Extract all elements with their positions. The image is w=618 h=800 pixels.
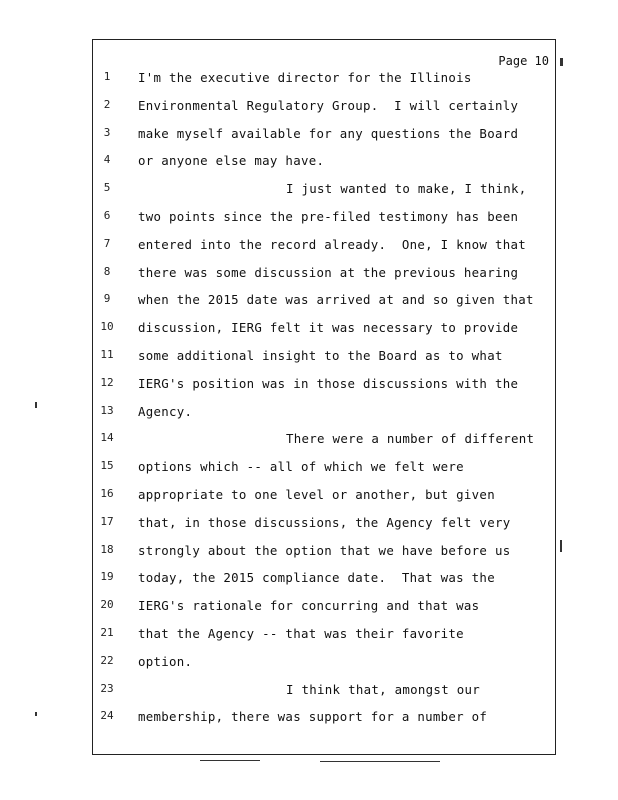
line-number: 16 xyxy=(100,487,114,500)
line-text: I'm the executive director for the Illinois xyxy=(138,70,472,85)
line-number: 22 xyxy=(100,653,114,667)
transcript-line xyxy=(93,126,553,146)
transcript-line xyxy=(93,459,553,479)
line-number: 3 xyxy=(103,125,111,139)
line-number: 4 xyxy=(103,153,111,167)
transcript-line xyxy=(93,348,553,368)
line-text: discussion, IERG felt it was necessary to provide xyxy=(138,320,519,336)
line-number: 13 xyxy=(100,403,114,417)
transcript-line xyxy=(93,709,553,729)
scan-speck xyxy=(35,712,37,716)
line-number: 17 xyxy=(100,514,114,528)
transcript-line xyxy=(93,376,553,396)
line-text: options which -- all of which we felt were xyxy=(138,459,464,475)
line-number: 23 xyxy=(100,681,114,695)
line-text: two points since the pre-filed testimony has been xyxy=(138,209,519,224)
line-number: 14 xyxy=(100,431,114,445)
line-number: 12 xyxy=(100,375,114,389)
transcript-line xyxy=(93,98,553,118)
transcript-line xyxy=(93,70,553,90)
line-text: option. xyxy=(138,653,193,669)
line-number: 5 xyxy=(103,181,111,195)
line-text: Environmental Regulatory Group. I will certainly xyxy=(138,97,519,113)
line-number: 21 xyxy=(100,626,114,639)
transcript-line xyxy=(93,487,553,507)
line-number: 9 xyxy=(103,292,111,306)
line-text: I just wanted to make, I think, xyxy=(286,181,527,197)
transcript-line xyxy=(93,682,553,702)
transcript-line xyxy=(93,626,553,646)
transcript-line xyxy=(93,404,553,424)
transcript-line xyxy=(93,431,553,451)
line-number: 6 xyxy=(103,209,111,222)
line-number: 19 xyxy=(100,570,114,584)
page-number: Page 10 xyxy=(498,54,549,68)
transcript-line xyxy=(93,515,553,535)
scan-speck xyxy=(560,540,562,552)
line-number: 15 xyxy=(100,459,114,473)
line-text: make myself available for any questions the Board xyxy=(138,125,519,141)
transcript-line xyxy=(93,320,553,340)
scan-speck xyxy=(320,761,440,762)
line-number: 2 xyxy=(103,97,111,111)
line-text: membership, there was support for a number of xyxy=(138,709,488,725)
transcript-line xyxy=(93,265,553,285)
line-number: 10 xyxy=(100,320,114,334)
line-text: there was some discussion at the previous hearing xyxy=(138,264,519,280)
line-number: 20 xyxy=(100,598,114,612)
line-text: I think that, amongst our xyxy=(286,681,480,697)
transcript-line xyxy=(93,153,553,173)
scan-speck xyxy=(35,402,37,408)
transcript-line xyxy=(93,292,553,312)
transcript-line xyxy=(93,570,553,590)
transcript-page xyxy=(92,39,556,755)
line-text: or anyone else may have. xyxy=(138,153,325,169)
transcript-line xyxy=(93,598,553,618)
line-text: There were a number of different xyxy=(286,431,535,447)
transcript-line xyxy=(93,654,553,674)
line-text: today, the 2015 compliance date. That was the xyxy=(138,570,495,586)
line-text: entered into the record already. One, I know that xyxy=(138,236,526,252)
line-text: IERG's rationale for concurring and that was xyxy=(138,598,480,614)
line-text: some additional insight to the Board as to what xyxy=(138,348,503,363)
line-text: Agency. xyxy=(138,403,193,419)
line-number: 1 xyxy=(103,70,111,83)
line-number: 24 xyxy=(100,709,114,723)
line-text: when the 2015 date was arrived at and so given that xyxy=(138,292,534,308)
scan-speck xyxy=(200,760,260,761)
line-number: 7 xyxy=(103,236,111,250)
line-number: 8 xyxy=(103,264,111,278)
line-text: appropriate to one level or another, but given xyxy=(138,487,495,502)
line-number: 18 xyxy=(100,542,114,556)
line-text: that, in those discussions, the Agency felt very xyxy=(138,514,511,530)
transcript-line xyxy=(93,237,553,257)
scan-speck xyxy=(560,58,563,66)
transcript-line xyxy=(93,209,553,229)
transcript-line xyxy=(93,181,553,201)
line-text: IERG's position was in those discussions with the xyxy=(138,375,519,391)
line-text: that the Agency -- that was their favorite xyxy=(138,626,464,641)
line-text: strongly about the option that we have before us xyxy=(138,542,511,558)
line-number: 11 xyxy=(100,348,114,361)
transcript-line xyxy=(93,543,553,563)
